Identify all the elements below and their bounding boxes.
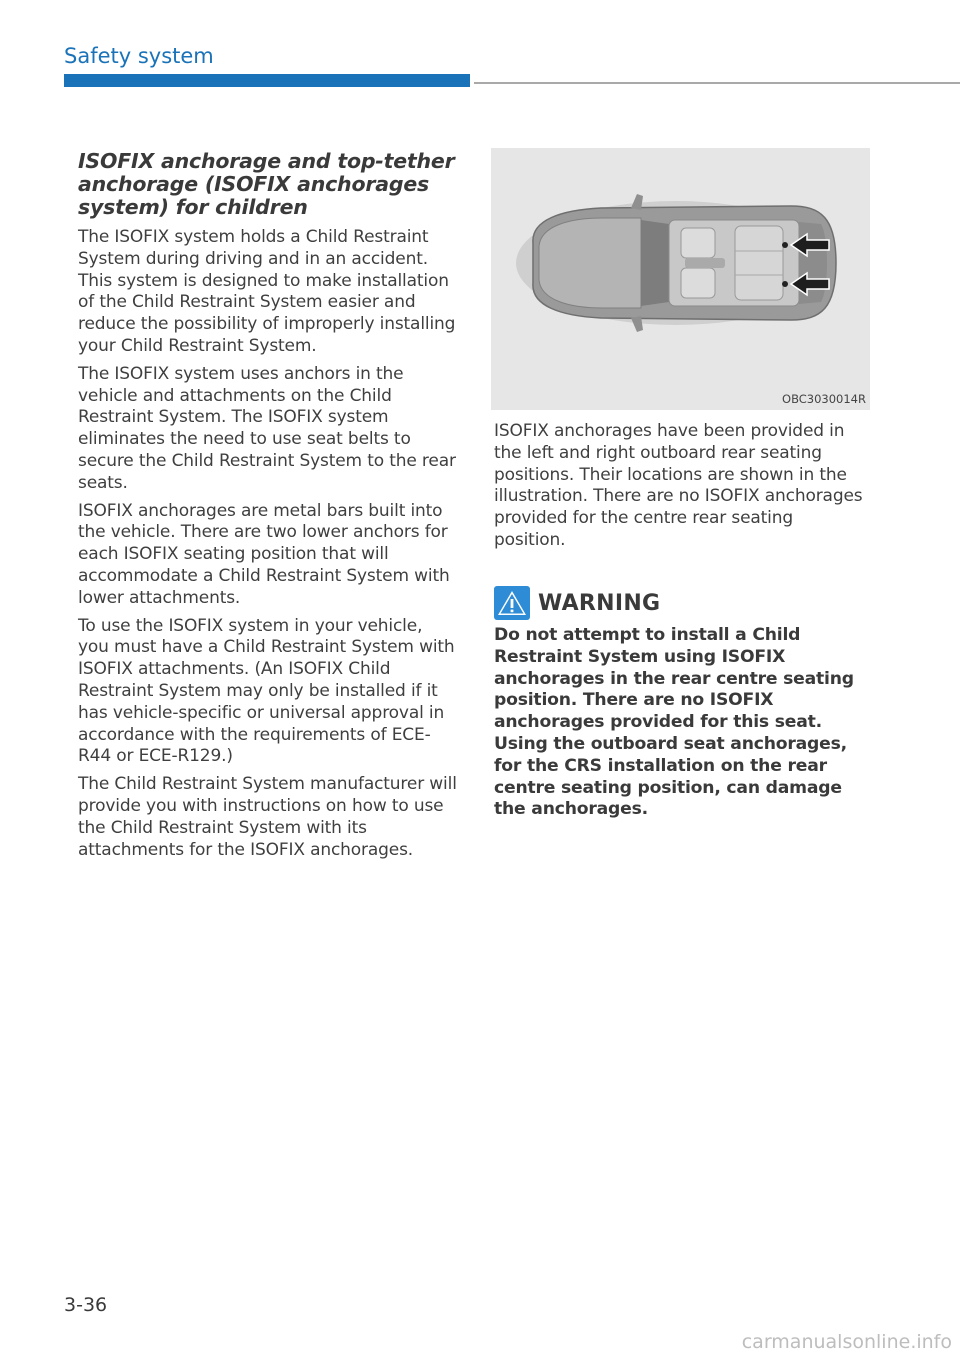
paragraph-1: The ISOFIX system holds a Child Restraint System during driving and in an accident. This system is designed to make installation of the Child Restraint System easier and reduce the possibility of improperly installing your Child Restraint System.: [78, 227, 456, 356]
figure-code: OBC3030014R: [782, 392, 866, 406]
page-heading: ISOFIX anchorage and top-tether anchorage (ISOFIX anchorages system) for children: [78, 149, 455, 219]
watermark: carmanualsonline.info: [741, 1331, 952, 1353]
anchorage-location-paragraph: ISOFIX anchorages have been provided in the left and right outboard rear seating positions. Their locations are shown in the illustration. There are no ISOFIX anchorages provided for the centre rear seating position.: [494, 421, 863, 550]
warning-label: WARNING: [538, 590, 661, 616]
paragraph-4: To use the ISOFIX system in your vehicle, you must have a Child Restraint System with ISOFIX attachments. (An ISOFIX Child Restraint System may only be installed if it has vehicle-specific or universal approval in accordance with the requirements of ECE-R44 or ECE-R129.): [78, 615, 455, 767]
header-bar: [64, 74, 470, 87]
section-title: Safety system: [64, 44, 214, 68]
paragraph-5: The Child Restraint System manufacturer will provide you with instructions on how to use the Child Restraint System with its attachments for the ISOFIX anchorages.: [78, 774, 457, 860]
paragraph-3: ISOFIX anchorages are metal bars built into the vehicle. There are two lower anchors for each ISOFIX seating position that will accommodate a Child Restraint System with lower attachments.: [78, 500, 450, 608]
header-rule: [474, 82, 960, 84]
main-column: [78, 150, 458, 867]
page-number: 3-36: [64, 1294, 108, 1316]
warning-block: [494, 585, 864, 821]
warning-triangle-icon: [494, 586, 530, 620]
car-top-view-illustration: [491, 148, 870, 410]
paragraph-2: The ISOFIX system uses anchors in the vehicle and attachments on the Child Restraint System. The ISOFIX system eliminates the need to use seat belts to secure the Child Restraint System to the rear seats.: [78, 363, 456, 493]
warning-text: Do not attempt to install a Child Restraint System using ISOFIX anchorages in the rear centre seating position. There are no ISOFIX anchorages provided for this seat. Using the outboard seat anchorages, for the CRS installation on the rear centre seating position, can damage the anchorages.: [494, 625, 854, 820]
right-column: [494, 421, 866, 558]
warning-header: [494, 585, 864, 621]
car-isofix-figure: [491, 148, 870, 410]
